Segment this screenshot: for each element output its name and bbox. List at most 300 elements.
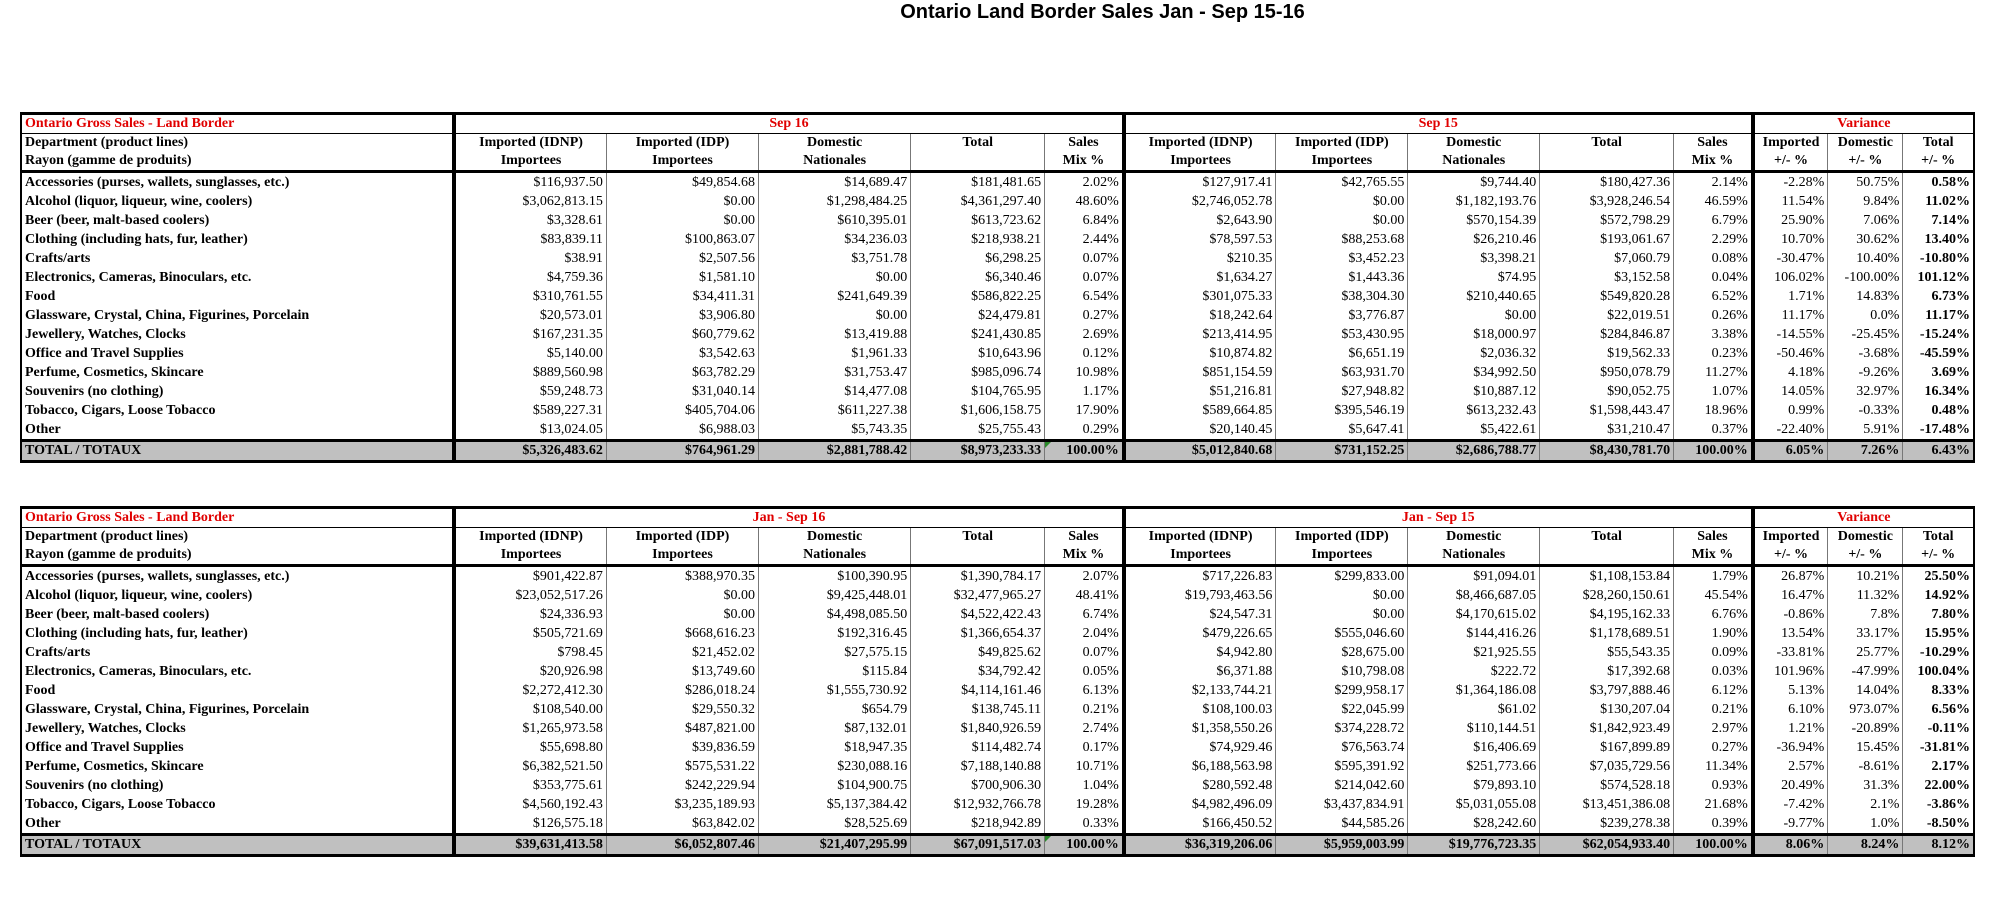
value-cell: $310,761.55 bbox=[454, 287, 606, 306]
total-label: TOTAL / TOTAUX bbox=[21, 835, 454, 856]
value-cell: 3.38% bbox=[1674, 325, 1753, 344]
department-cell: Beer (beer, malt-based coolers) bbox=[21, 605, 454, 624]
total-value: $8,973,233.33 bbox=[911, 441, 1045, 462]
value-cell: $251,773.66 bbox=[1408, 757, 1540, 776]
value-cell: $87,132.01 bbox=[759, 719, 911, 738]
column-header: Total bbox=[911, 528, 1045, 547]
value-cell: $668,616.23 bbox=[606, 624, 758, 643]
value-cell: $116,937.50 bbox=[454, 172, 606, 193]
value-cell: 0.29% bbox=[1045, 420, 1124, 441]
table-row bbox=[21, 287, 1974, 306]
column-header: Imported bbox=[1753, 134, 1828, 153]
value-cell: 0.03% bbox=[1674, 662, 1753, 681]
value-cell: $14,689.47 bbox=[759, 172, 911, 193]
department-cell: Tobacco, Cigars, Loose Tobacco bbox=[21, 795, 454, 814]
value-cell: $242,229.94 bbox=[606, 776, 758, 795]
value-cell: $2,746,052.78 bbox=[1124, 192, 1276, 211]
table-row bbox=[21, 230, 1974, 249]
column-header: Sales bbox=[1045, 528, 1124, 547]
column-header: Total bbox=[1540, 134, 1674, 153]
value-cell: 10.71% bbox=[1045, 757, 1124, 776]
department-cell: Accessories (purses, wallets, sunglasses, etc.) bbox=[21, 566, 454, 587]
value-cell: 1.04% bbox=[1045, 776, 1124, 795]
value-cell: -36.94% bbox=[1753, 738, 1828, 757]
value-cell: $575,531.22 bbox=[606, 757, 758, 776]
value-cell: $3,328.61 bbox=[454, 211, 606, 230]
value-cell: $29,550.32 bbox=[606, 700, 758, 719]
value-cell: 15.95% bbox=[1903, 624, 1974, 643]
total-value: 7.26% bbox=[1828, 441, 1903, 462]
value-cell: $241,649.39 bbox=[759, 287, 911, 306]
value-cell: 25.90% bbox=[1753, 211, 1828, 230]
value-cell: $55,543.35 bbox=[1540, 643, 1674, 662]
value-cell: $10,887.12 bbox=[1408, 382, 1540, 401]
value-cell: $74.95 bbox=[1408, 268, 1540, 287]
value-cell: $14,477.08 bbox=[759, 382, 911, 401]
table-row bbox=[21, 662, 1974, 681]
value-cell: 11.02% bbox=[1903, 192, 1974, 211]
value-cell: -3.86% bbox=[1903, 795, 1974, 814]
column-header: Department (product lines) bbox=[21, 134, 454, 153]
value-cell: $49,825.62 bbox=[911, 643, 1045, 662]
value-cell: 6.73% bbox=[1903, 287, 1974, 306]
table-row bbox=[21, 681, 1974, 700]
total-value: $6,052,807.46 bbox=[606, 835, 758, 856]
table-row bbox=[21, 363, 1974, 382]
column-header: Importees bbox=[454, 546, 606, 566]
column-header: Domestic bbox=[759, 528, 911, 547]
value-cell: $83,839.11 bbox=[454, 230, 606, 249]
table-row bbox=[21, 566, 1974, 587]
value-cell: 48.41% bbox=[1045, 586, 1124, 605]
value-cell: 7.14% bbox=[1903, 211, 1974, 230]
column-header bbox=[911, 152, 1045, 172]
table-row bbox=[21, 643, 1974, 662]
value-cell: $5,743.35 bbox=[759, 420, 911, 441]
value-cell: $589,664.85 bbox=[1124, 401, 1276, 420]
value-cell: 101.96% bbox=[1753, 662, 1828, 681]
total-value: 8.06% bbox=[1753, 835, 1828, 856]
value-cell: $24,547.31 bbox=[1124, 605, 1276, 624]
department-cell: Clothing (including hats, fur, leather) bbox=[21, 624, 454, 643]
value-cell: $21,452.02 bbox=[606, 643, 758, 662]
value-cell: $39,836.59 bbox=[606, 738, 758, 757]
department-cell: Electronics, Cameras, Binoculars, etc. bbox=[21, 662, 454, 681]
value-cell: $572,798.29 bbox=[1540, 211, 1674, 230]
department-cell: Clothing (including hats, fur, leather) bbox=[21, 230, 454, 249]
value-cell: $4,361,297.40 bbox=[911, 192, 1045, 211]
value-cell: 0.26% bbox=[1674, 306, 1753, 325]
value-cell: $950,078.79 bbox=[1540, 363, 1674, 382]
value-cell: 14.92% bbox=[1903, 586, 1974, 605]
value-cell: 6.54% bbox=[1045, 287, 1124, 306]
value-cell: 13.54% bbox=[1753, 624, 1828, 643]
total-value: 100.00% bbox=[1674, 835, 1753, 856]
value-cell: 5.91% bbox=[1828, 420, 1903, 441]
value-cell: 3.69% bbox=[1903, 363, 1974, 382]
total-row bbox=[21, 835, 1974, 856]
section-header-row bbox=[21, 114, 1974, 134]
total-value: $731,152.25 bbox=[1276, 441, 1408, 462]
column-header: Domestic bbox=[1408, 134, 1540, 153]
value-cell: $10,798.08 bbox=[1276, 662, 1408, 681]
value-cell: -8.61% bbox=[1828, 757, 1903, 776]
value-cell: $239,278.38 bbox=[1540, 814, 1674, 835]
value-cell: $4,759.36 bbox=[454, 268, 606, 287]
value-cell: $4,195,162.33 bbox=[1540, 605, 1674, 624]
value-cell: -3.68% bbox=[1828, 344, 1903, 363]
column-header: Importees bbox=[1276, 152, 1408, 172]
value-cell: $5,137,384.42 bbox=[759, 795, 911, 814]
value-cell: $3,751.78 bbox=[759, 249, 911, 268]
table-row bbox=[21, 249, 1974, 268]
value-cell: $23,052,517.26 bbox=[454, 586, 606, 605]
value-cell: $1,842,923.49 bbox=[1540, 719, 1674, 738]
column-header: Imported bbox=[1753, 528, 1828, 547]
department-cell: Crafts/arts bbox=[21, 249, 454, 268]
total-label: TOTAL / TOTAUX bbox=[21, 441, 454, 462]
table-row bbox=[21, 344, 1974, 363]
value-cell: 15.45% bbox=[1828, 738, 1903, 757]
value-cell: $110,144.51 bbox=[1408, 719, 1540, 738]
value-cell: $613,232.43 bbox=[1408, 401, 1540, 420]
column-header: Imported (IDP) bbox=[1276, 528, 1408, 547]
table-row bbox=[21, 757, 1974, 776]
value-cell: 2.1% bbox=[1828, 795, 1903, 814]
value-cell: $53,430.95 bbox=[1276, 325, 1408, 344]
department-cell: Electronics, Cameras, Binoculars, etc. bbox=[21, 268, 454, 287]
total-value: 100.00% bbox=[1674, 441, 1753, 462]
value-cell: $104,900.75 bbox=[759, 776, 911, 795]
value-cell: $127,917.41 bbox=[1124, 172, 1276, 193]
value-cell: $1,555,730.92 bbox=[759, 681, 911, 700]
table-row bbox=[21, 401, 1974, 420]
value-cell: 6.79% bbox=[1674, 211, 1753, 230]
value-cell: $3,542.63 bbox=[606, 344, 758, 363]
department-cell: Tobacco, Cigars, Loose Tobacco bbox=[21, 401, 454, 420]
value-cell: $889,560.98 bbox=[454, 363, 606, 382]
total-value: $2,881,788.42 bbox=[759, 441, 911, 462]
department-cell: Office and Travel Supplies bbox=[21, 344, 454, 363]
value-cell: $27,575.15 bbox=[759, 643, 911, 662]
department-cell: Perfume, Cosmetics, Skincare bbox=[21, 363, 454, 382]
table-row bbox=[21, 420, 1974, 441]
value-cell: $3,906.80 bbox=[606, 306, 758, 325]
value-cell: $3,452.23 bbox=[1276, 249, 1408, 268]
value-cell: $0.00 bbox=[1276, 192, 1408, 211]
value-cell: $31,210.47 bbox=[1540, 420, 1674, 441]
value-cell: $4,114,161.46 bbox=[911, 681, 1045, 700]
value-cell: 0.09% bbox=[1674, 643, 1753, 662]
column-header: Importees bbox=[1124, 152, 1276, 172]
value-cell: $3,776.87 bbox=[1276, 306, 1408, 325]
value-cell: 2.69% bbox=[1045, 325, 1124, 344]
value-cell: $59,248.73 bbox=[454, 382, 606, 401]
value-cell: 973.07% bbox=[1828, 700, 1903, 719]
column-header: +/- % bbox=[1828, 152, 1903, 172]
value-cell: -33.81% bbox=[1753, 643, 1828, 662]
department-cell: Food bbox=[21, 681, 454, 700]
value-cell: $6,371.88 bbox=[1124, 662, 1276, 681]
value-cell: $1,598,443.47 bbox=[1540, 401, 1674, 420]
total-value: $5,012,840.68 bbox=[1124, 441, 1276, 462]
value-cell: 16.47% bbox=[1753, 586, 1828, 605]
column-header: Rayon (gamme de produits) bbox=[21, 152, 454, 172]
value-cell: $210,440.65 bbox=[1408, 287, 1540, 306]
column-header: Imported (IDP) bbox=[1276, 134, 1408, 153]
value-cell: 6.56% bbox=[1903, 700, 1974, 719]
value-cell: 7.8% bbox=[1828, 605, 1903, 624]
value-cell: $9,744.40 bbox=[1408, 172, 1540, 193]
value-cell: $3,437,834.91 bbox=[1276, 795, 1408, 814]
table-row bbox=[21, 211, 1974, 230]
value-cell: 2.02% bbox=[1045, 172, 1124, 193]
value-cell: $7,035,729.56 bbox=[1540, 757, 1674, 776]
table-row bbox=[21, 700, 1974, 719]
value-cell: $1,606,158.75 bbox=[911, 401, 1045, 420]
value-cell: $63,931.70 bbox=[1276, 363, 1408, 382]
value-cell: $63,782.29 bbox=[606, 363, 758, 382]
value-cell: $24,336.93 bbox=[454, 605, 606, 624]
value-cell: 0.21% bbox=[1045, 700, 1124, 719]
value-cell: $108,540.00 bbox=[454, 700, 606, 719]
table-row bbox=[21, 382, 1974, 401]
table-row bbox=[21, 795, 1974, 814]
value-cell: 10.21% bbox=[1828, 566, 1903, 587]
value-cell: -100.00% bbox=[1828, 268, 1903, 287]
value-cell: $405,704.06 bbox=[606, 401, 758, 420]
value-cell: 48.60% bbox=[1045, 192, 1124, 211]
value-cell: $88,253.68 bbox=[1276, 230, 1408, 249]
value-cell: $22,045.99 bbox=[1276, 700, 1408, 719]
value-cell: $166,450.52 bbox=[1124, 814, 1276, 835]
value-cell: $13,749.60 bbox=[606, 662, 758, 681]
value-cell: $717,226.83 bbox=[1124, 566, 1276, 587]
value-cell: 0.0% bbox=[1828, 306, 1903, 325]
value-cell: 2.07% bbox=[1045, 566, 1124, 587]
department-cell: Office and Travel Supplies bbox=[21, 738, 454, 757]
column-header: Imported (IDNP) bbox=[454, 528, 606, 547]
value-cell: $1,265,973.58 bbox=[454, 719, 606, 738]
value-cell: $4,982,496.09 bbox=[1124, 795, 1276, 814]
column-header: Sales bbox=[1045, 134, 1124, 153]
value-cell: $700,906.30 bbox=[911, 776, 1045, 795]
value-cell: 6.12% bbox=[1674, 681, 1753, 700]
value-cell: 1.79% bbox=[1674, 566, 1753, 587]
value-cell: 0.27% bbox=[1045, 306, 1124, 325]
value-cell: 6.76% bbox=[1674, 605, 1753, 624]
value-cell: $78,597.53 bbox=[1124, 230, 1276, 249]
value-cell: $1,961.33 bbox=[759, 344, 911, 363]
value-cell: $100,863.07 bbox=[606, 230, 758, 249]
value-cell: -8.50% bbox=[1903, 814, 1974, 835]
total-value: $2,686,788.77 bbox=[1408, 441, 1540, 462]
value-cell: 6.74% bbox=[1045, 605, 1124, 624]
value-cell: 0.07% bbox=[1045, 268, 1124, 287]
value-cell: $0.00 bbox=[1276, 211, 1408, 230]
value-cell: $1,390,784.17 bbox=[911, 566, 1045, 587]
column-header: Nationales bbox=[759, 546, 911, 566]
column-header-row bbox=[21, 546, 1974, 566]
department-cell: Glassware, Crystal, China, Figurines, Porcelain bbox=[21, 306, 454, 325]
value-cell: -50.46% bbox=[1753, 344, 1828, 363]
value-cell: $26,210.46 bbox=[1408, 230, 1540, 249]
value-cell: $2,643.90 bbox=[1124, 211, 1276, 230]
total-value: 8.24% bbox=[1828, 835, 1903, 856]
value-cell: $20,140.45 bbox=[1124, 420, 1276, 441]
department-cell: Other bbox=[21, 814, 454, 835]
department-cell: Beer (beer, malt-based coolers) bbox=[21, 211, 454, 230]
value-cell: $505,721.69 bbox=[454, 624, 606, 643]
value-cell: $44,585.26 bbox=[1276, 814, 1408, 835]
prior-period-header: Sep 15 bbox=[1124, 114, 1753, 134]
sep-sales-table bbox=[20, 112, 1975, 463]
value-cell: $284,846.87 bbox=[1540, 325, 1674, 344]
table-row bbox=[21, 776, 1974, 795]
value-cell: 0.17% bbox=[1045, 738, 1124, 757]
value-cell: 2.29% bbox=[1674, 230, 1753, 249]
value-cell: 18.96% bbox=[1674, 401, 1753, 420]
value-cell: 6.10% bbox=[1753, 700, 1828, 719]
value-cell: -22.40% bbox=[1753, 420, 1828, 441]
table-row bbox=[21, 325, 1974, 344]
section-header-row bbox=[21, 508, 1974, 528]
value-cell: -0.33% bbox=[1828, 401, 1903, 420]
value-cell: $1,634.27 bbox=[1124, 268, 1276, 287]
department-cell: Glassware, Crystal, China, Figurines, Porcelain bbox=[21, 700, 454, 719]
value-cell: $18,242.64 bbox=[1124, 306, 1276, 325]
value-cell: $610,395.01 bbox=[759, 211, 911, 230]
value-cell: 2.74% bbox=[1045, 719, 1124, 738]
value-cell: $299,958.17 bbox=[1276, 681, 1408, 700]
department-cell: Jewellery, Watches, Clocks bbox=[21, 719, 454, 738]
value-cell: 17.90% bbox=[1045, 401, 1124, 420]
value-cell: $286,018.24 bbox=[606, 681, 758, 700]
value-cell: $1,358,550.26 bbox=[1124, 719, 1276, 738]
value-cell: $1,182,193.76 bbox=[1408, 192, 1540, 211]
value-cell: $6,988.03 bbox=[606, 420, 758, 441]
value-cell: 2.44% bbox=[1045, 230, 1124, 249]
column-header: Imported (IDP) bbox=[606, 528, 758, 547]
value-cell: 10.98% bbox=[1045, 363, 1124, 382]
value-cell: $74,929.46 bbox=[1124, 738, 1276, 757]
value-cell: 11.34% bbox=[1674, 757, 1753, 776]
value-cell: $0.00 bbox=[759, 306, 911, 325]
value-cell: 22.00% bbox=[1903, 776, 1974, 795]
value-cell: $6,298.25 bbox=[911, 249, 1045, 268]
value-cell: $0.00 bbox=[1276, 605, 1408, 624]
value-cell: $5,647.41 bbox=[1276, 420, 1408, 441]
value-cell: $555,046.60 bbox=[1276, 624, 1408, 643]
value-cell: 100.04% bbox=[1903, 662, 1974, 681]
value-cell: $6,340.46 bbox=[911, 268, 1045, 287]
column-header: Imported (IDNP) bbox=[1124, 134, 1276, 153]
value-cell: $388,970.35 bbox=[606, 566, 758, 587]
value-cell: $374,228.72 bbox=[1276, 719, 1408, 738]
value-cell: $2,272,412.30 bbox=[454, 681, 606, 700]
column-header: Domestic bbox=[759, 134, 911, 153]
value-cell: $301,075.33 bbox=[1124, 287, 1276, 306]
value-cell: -0.86% bbox=[1753, 605, 1828, 624]
value-cell: $13,451,386.08 bbox=[1540, 795, 1674, 814]
value-cell: $0.00 bbox=[606, 192, 758, 211]
value-cell: $479,226.65 bbox=[1124, 624, 1276, 643]
value-cell: 0.07% bbox=[1045, 249, 1124, 268]
value-cell: $4,170,615.02 bbox=[1408, 605, 1540, 624]
value-cell: $6,188,563.98 bbox=[1124, 757, 1276, 776]
value-cell: 0.58% bbox=[1903, 172, 1974, 193]
value-cell: -25.45% bbox=[1828, 325, 1903, 344]
column-header: Rayon (gamme de produits) bbox=[21, 546, 454, 566]
value-cell: $32,477,965.27 bbox=[911, 586, 1045, 605]
column-header: Mix % bbox=[1674, 152, 1753, 172]
value-cell: $51,216.81 bbox=[1124, 382, 1276, 401]
value-cell: $2,036.32 bbox=[1408, 344, 1540, 363]
value-cell: $13,419.88 bbox=[759, 325, 911, 344]
value-cell: $214,042.60 bbox=[1276, 776, 1408, 795]
value-cell: $10,643.96 bbox=[911, 344, 1045, 363]
table-row bbox=[21, 586, 1974, 605]
value-cell: 0.12% bbox=[1045, 344, 1124, 363]
value-cell: 10.70% bbox=[1753, 230, 1828, 249]
value-cell: $0.00 bbox=[606, 586, 758, 605]
value-cell: $1,366,654.37 bbox=[911, 624, 1045, 643]
value-cell: $18,000.97 bbox=[1408, 325, 1540, 344]
total-value: $764,961.29 bbox=[606, 441, 758, 462]
value-cell: $213,414.95 bbox=[1124, 325, 1276, 344]
value-cell: -17.48% bbox=[1903, 420, 1974, 441]
value-cell: $353,775.61 bbox=[454, 776, 606, 795]
value-cell: 2.57% bbox=[1753, 757, 1828, 776]
value-cell: $10,874.82 bbox=[1124, 344, 1276, 363]
value-cell: $1,298,484.25 bbox=[759, 192, 911, 211]
value-cell: $574,528.18 bbox=[1540, 776, 1674, 795]
value-cell: -47.99% bbox=[1828, 662, 1903, 681]
value-cell: $586,822.25 bbox=[911, 287, 1045, 306]
value-cell: $613,723.62 bbox=[911, 211, 1045, 230]
value-cell: 0.93% bbox=[1674, 776, 1753, 795]
total-value: 6.43% bbox=[1903, 441, 1974, 462]
value-cell: $654.79 bbox=[759, 700, 911, 719]
column-header: Department (product lines) bbox=[21, 528, 454, 547]
value-cell: $63,842.02 bbox=[606, 814, 758, 835]
value-cell: 14.04% bbox=[1828, 681, 1903, 700]
value-cell: 4.18% bbox=[1753, 363, 1828, 382]
section-label: Ontario Gross Sales - Land Border bbox=[21, 508, 454, 528]
section-label: Ontario Gross Sales - Land Border bbox=[21, 114, 454, 134]
value-cell: -30.47% bbox=[1753, 249, 1828, 268]
column-header: Importees bbox=[606, 546, 758, 566]
value-cell: $3,235,189.93 bbox=[606, 795, 758, 814]
value-cell: $4,498,085.50 bbox=[759, 605, 911, 624]
value-cell: $487,821.00 bbox=[606, 719, 758, 738]
value-cell: 20.49% bbox=[1753, 776, 1828, 795]
value-cell: 45.54% bbox=[1674, 586, 1753, 605]
value-cell: $4,522,422.43 bbox=[911, 605, 1045, 624]
value-cell: $851,154.59 bbox=[1124, 363, 1276, 382]
value-cell: $3,398.21 bbox=[1408, 249, 1540, 268]
table-row bbox=[21, 192, 1974, 211]
value-cell: $108,100.03 bbox=[1124, 700, 1276, 719]
value-cell: 10.40% bbox=[1828, 249, 1903, 268]
value-cell: $0.00 bbox=[759, 268, 911, 287]
value-cell: $1,364,186.08 bbox=[1408, 681, 1540, 700]
value-cell: 26.87% bbox=[1753, 566, 1828, 587]
value-cell: $6,651.19 bbox=[1276, 344, 1408, 363]
value-cell: 5.13% bbox=[1753, 681, 1828, 700]
value-cell: 30.62% bbox=[1828, 230, 1903, 249]
value-cell: $589,227.31 bbox=[454, 401, 606, 420]
